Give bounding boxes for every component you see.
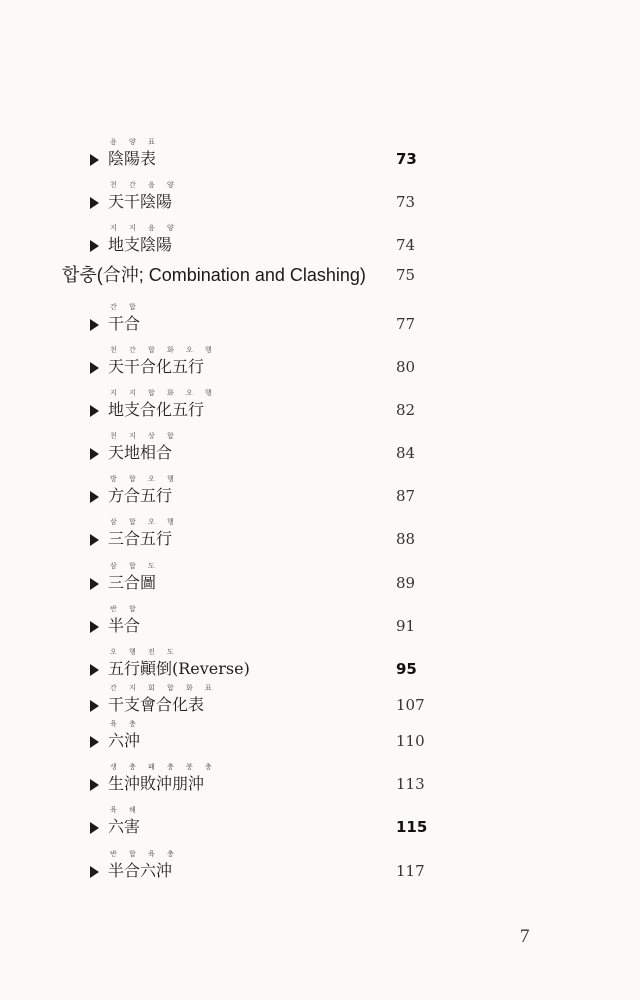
- toc-entry-page: 74: [396, 236, 416, 254]
- toc-entry-page: 117: [396, 862, 425, 880]
- toc-entry-title: 方合五行: [108, 486, 173, 505]
- toc-entry-title: 生沖敗沖朋沖: [108, 774, 205, 793]
- toc-entry-reading: 생 충 패 충 붕 충: [110, 763, 217, 771]
- toc-entry-title: 三合圖: [108, 573, 157, 592]
- toc-entry-page: 113: [396, 775, 425, 793]
- toc-entry-title: 六害: [108, 817, 141, 836]
- toc-entry-page: 87: [396, 487, 416, 505]
- toc-entry: [0, 224, 640, 254]
- toc-entry-reading: 육 해: [110, 806, 141, 814]
- toc-entry-reading: 방 합 오 행: [110, 475, 179, 483]
- toc-entry: [0, 720, 640, 750]
- toc-entry-reading: 삼 합 도: [110, 562, 160, 570]
- bullet-arrow-icon: [90, 405, 99, 417]
- toc-entry-reading: 반 합: [110, 605, 141, 613]
- toc-entry-reading: 천 간 음 양: [110, 181, 179, 189]
- section-heading-title: 합충(合沖; Combination and Clashing): [62, 265, 366, 285]
- toc-entry-page: 91: [396, 617, 416, 635]
- toc-entry-title: 干支會合化表: [108, 695, 205, 714]
- toc-entry-title: 干合: [108, 314, 141, 333]
- toc-entry: [0, 303, 640, 333]
- toc-entry-reading: 천 지 상 합: [110, 432, 179, 440]
- bullet-arrow-icon: [90, 197, 99, 209]
- toc-entry: [0, 763, 640, 793]
- bullet-arrow-icon: [90, 362, 99, 374]
- toc-entry-title: 半合: [108, 616, 141, 635]
- toc-entry: [0, 138, 640, 168]
- toc-entry-reading: 간 지 회 합 화 표: [110, 684, 217, 692]
- bullet-arrow-icon: [90, 448, 99, 460]
- section-heading: [62, 262, 602, 286]
- bullet-arrow-icon: [90, 822, 99, 834]
- toc-entry: [0, 518, 640, 548]
- toc-entry-reading: 오 행 전 도: [110, 648, 179, 656]
- toc-entry: [0, 389, 640, 419]
- toc-entry-page: 80: [396, 358, 416, 376]
- toc-entry-reading: 음 양 표: [110, 138, 160, 146]
- bullet-arrow-icon: [90, 736, 99, 748]
- toc-entry-page: 107: [396, 696, 425, 714]
- toc-entry-reading: 천 간 합 화 오 행: [110, 346, 217, 354]
- toc-entry-page: 84: [396, 444, 416, 462]
- toc-entry-title: 天地相合: [108, 443, 173, 462]
- toc-entry: [0, 648, 640, 678]
- toc-entry-reading: 지 지 음 양: [110, 224, 179, 232]
- bullet-arrow-icon: [90, 779, 99, 791]
- toc-entry-title: 地支合化五行: [108, 400, 205, 419]
- bullet-arrow-icon: [90, 866, 99, 878]
- bullet-arrow-icon: [90, 700, 99, 712]
- toc-entry: [0, 850, 640, 880]
- toc-entry: [0, 806, 640, 836]
- toc-entry-title: 半合六沖: [108, 861, 173, 880]
- toc-entry: [0, 432, 640, 462]
- toc-entry-page: 88: [396, 530, 416, 548]
- toc-entry-page: 73: [396, 193, 416, 211]
- toc-entry: [0, 475, 640, 505]
- bullet-arrow-icon: [90, 534, 99, 546]
- toc-entry-title: 五行顚倒(Reverse): [108, 659, 250, 678]
- toc-entry-page: 89: [396, 574, 416, 592]
- toc-entry-title: 六沖: [108, 731, 141, 750]
- toc-entry-page: 82: [396, 401, 416, 419]
- toc-entry-reading: 지 지 합 화 오 행: [110, 389, 217, 397]
- toc-entry-reading: 삼 합 오 행: [110, 518, 179, 526]
- toc-entry-page: 95: [396, 660, 417, 678]
- toc-entry: [0, 346, 640, 376]
- toc-entry: [0, 181, 640, 211]
- toc-entry-title: 陰陽表: [108, 149, 157, 168]
- bullet-arrow-icon: [90, 621, 99, 633]
- bullet-arrow-icon: [90, 491, 99, 503]
- toc-entry-title: 地支陰陽: [108, 235, 173, 254]
- toc-entry-reading: 반 합 육 충: [110, 850, 179, 858]
- toc-entry-page: 110: [396, 732, 425, 750]
- toc-entry-reading: 간 합: [110, 303, 141, 311]
- toc-entry-page: 115: [396, 818, 428, 836]
- toc-entry: [0, 605, 640, 635]
- toc-entry-page: 73: [396, 150, 417, 168]
- bullet-arrow-icon: [90, 240, 99, 252]
- toc-entry-title: 天干陰陽: [108, 192, 173, 211]
- toc-entry-title: 三合五行: [108, 529, 173, 548]
- bullet-arrow-icon: [90, 154, 99, 166]
- bullet-arrow-icon: [90, 664, 99, 676]
- page-number: 7: [520, 926, 530, 947]
- toc-entry-page: 77: [396, 315, 416, 333]
- bullet-arrow-icon: [90, 578, 99, 590]
- toc-entry: [0, 684, 640, 714]
- bullet-arrow-icon: [90, 319, 99, 331]
- toc-entry: [0, 562, 640, 592]
- toc-entry-title: 天干合化五行: [108, 357, 205, 376]
- toc-entry-reading: 육 충: [110, 720, 141, 728]
- section-heading-page: 75: [396, 266, 416, 284]
